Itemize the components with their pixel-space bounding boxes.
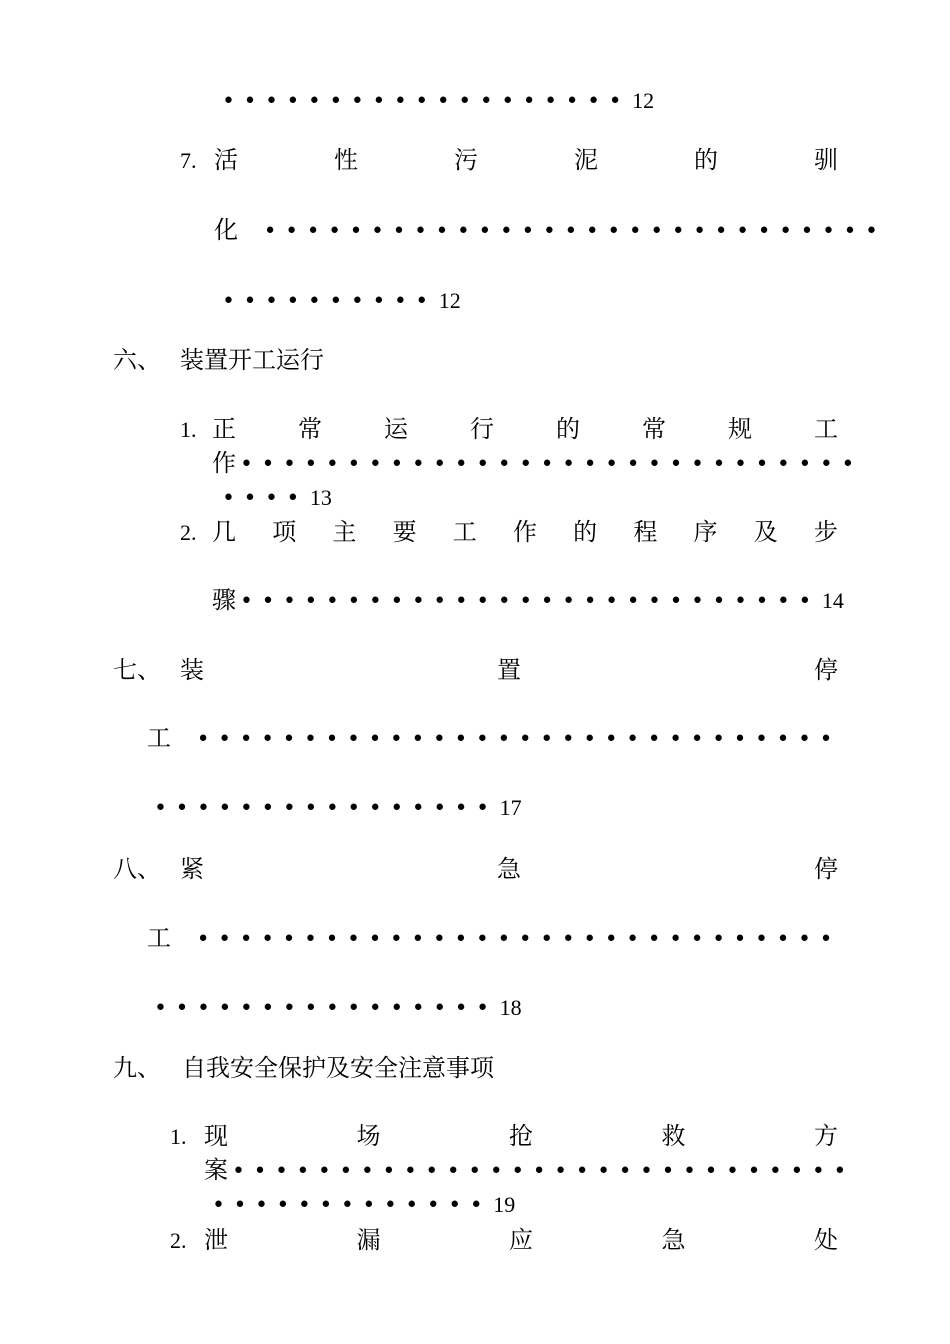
toc-line-3: 化 ••••••••••••••••••••••••••••• [214, 216, 887, 244]
item-number: 1. [180, 417, 197, 442]
toc-line-1 [222, 80, 654, 120]
section-title: 装置开工运行 [180, 346, 324, 374]
leader-dots: •••••••••••••••• [154, 796, 498, 821]
page-number: 12 [632, 88, 655, 113]
toc-entry-title: 现 场 抢 救 方 [204, 1122, 838, 1150]
section-heading [113, 849, 161, 889]
page-number: 18 [499, 995, 522, 1020]
item-number: 2. [180, 520, 197, 545]
toc-entry-title: 活 性 污 泥 的 驯 [214, 146, 838, 174]
toc-entry-title: 几 项 主 要 工 作 的 程 序 及 步 [212, 518, 838, 546]
page-number: 19 [493, 1192, 516, 1217]
page-number: 17 [499, 795, 522, 820]
item-number: 2. [170, 1228, 187, 1253]
section-number: 九、 [113, 1054, 161, 1082]
leader-dots: ••••••••••••••••••••••••••••• [232, 1159, 855, 1184]
toc-line-10: 骤 •••••••••••••••••••••••••••14 [212, 586, 844, 614]
item-number: 7. [180, 148, 197, 173]
toc-entry-title: 正 常 运 行 的 常 规 工 [212, 415, 838, 443]
toc-line-4 [222, 280, 461, 320]
toc-line-13 [154, 787, 522, 827]
leader-dots: ••••••••••••••••••••••••••• [240, 589, 820, 614]
leader-dots: ••••••••••••••••••••••••••••• [240, 452, 863, 477]
leader-dots: •••••••••• [222, 289, 437, 314]
leader-dots: •••• [222, 486, 308, 511]
toc-line-16 [154, 987, 522, 1027]
leader-dots: •••••••••••••••• [154, 996, 498, 1021]
toc-line-6 [180, 409, 197, 449]
leader-dots: ••••••••••••• [212, 1193, 492, 1218]
toc-line-12: 工 •••••••••••••••••••••••••••••• [147, 724, 841, 752]
section-title: 自我安全保护及安全注意事项 [182, 1054, 494, 1082]
toc-line-15: 工 •••••••••••••••••••••••••••••• [147, 924, 841, 952]
section-number: 六、 [113, 346, 161, 374]
page-number: 12 [438, 288, 461, 313]
toc-line-19: 案 ••••••••••••••••••••••••••••• [204, 1156, 855, 1184]
page-number: 14 [821, 588, 844, 613]
toc-line-18 [170, 1116, 187, 1156]
leader-dots: •••••••••••••••••••••••••••••• [196, 927, 841, 952]
toc-line-7: 作 ••••••••••••••••••••••••••••• [212, 449, 863, 477]
toc-entry-title: 泄 漏 应 急 处 [204, 1226, 838, 1254]
toc-line-21 [170, 1220, 187, 1260]
section-title: 装 置 停 [180, 656, 838, 684]
item-number: 1. [170, 1124, 187, 1149]
leader-dots: ••••••••••••••••••••••••••••• [263, 219, 887, 244]
section-number: 七、 [113, 656, 161, 684]
toc-line-2 [180, 140, 197, 180]
leader-dots: •••••••••••••••••••••••••••••• [196, 727, 841, 752]
section-number: 八、 [113, 855, 161, 883]
section-heading [113, 340, 161, 380]
toc-line-20 [212, 1184, 515, 1224]
page-number: 13 [309, 485, 332, 510]
section-heading [113, 650, 161, 690]
leader-dots: ••••••••••••••••••• [222, 89, 631, 114]
section-heading [113, 1048, 161, 1088]
section-title: 紧 急 停 [180, 855, 838, 883]
toc-line-8 [222, 477, 332, 517]
toc-line-9 [180, 512, 197, 552]
